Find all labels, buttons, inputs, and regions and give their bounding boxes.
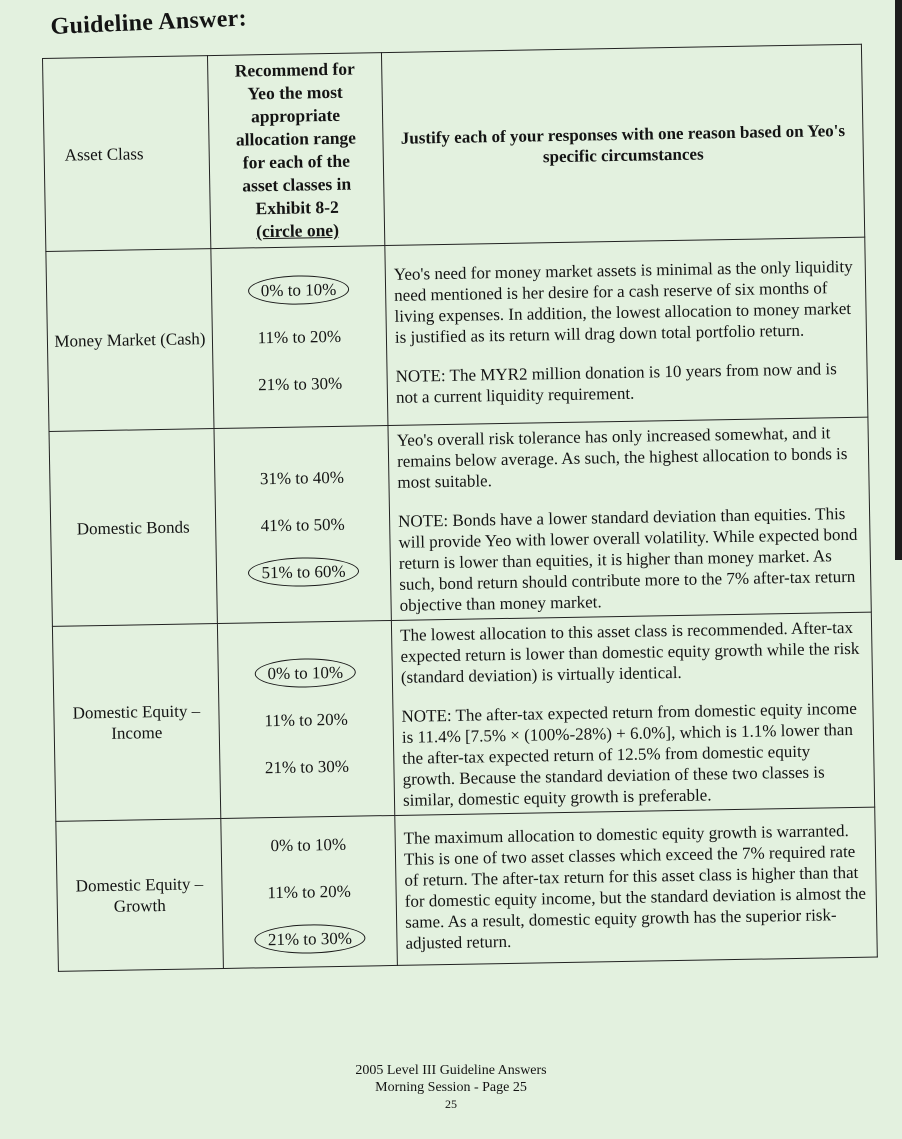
allocation-option-circled: 0% to 10% [254,657,356,688]
answer-table-container [42,44,878,972]
footer-page-number: 25 [445,1097,457,1111]
allocation-options-cell [214,426,391,624]
page-footer [0,1062,902,1113]
allocation-option: 21% to 30% [258,373,343,395]
table-row [46,237,868,431]
justification-note: NOTE: The after-tax expected return from domestic equity income is 11.4% [7.5% × (100%-28%) + 6.0%], which is 1.1% lower than the after-tax expected return of 12.5% from domestic equity growth. Because the standard deviation of these two classes is similar, domestic equity growth is preferable. [401,698,857,810]
justification-paragraph: Yeo's overall risk tolerance has only increased somewhat, and it remains below average. As such, the highest allocation to bonds is most suitable. [396,423,848,492]
table-row [49,417,871,626]
header-recommend [207,53,384,249]
justification-cell [391,612,874,815]
header-recommend-line: Yeo the most [247,81,343,104]
allocation-option: 11% to 20% [267,881,351,903]
justification-cell [385,237,868,425]
justification-note: NOTE: Bonds have a lower standard deviation than equities. This will provide Yeo with lower overall volatility. While expected bond return is lower than equities, it is higher than money market. As such, bond return should contribute more to the 7% after-tax return objective than money market. [397,504,858,615]
justification-paragraph: The lowest allocation to this asset class is recommended. After-tax expected return is lower than domestic equity growth while the risk (standard deviation) is virtually identical. [399,617,860,687]
asset-class-cell: Domestic Equity – Income [52,624,220,822]
justification-cell [395,807,878,965]
page-edge-bar [895,0,902,560]
allocation-option: 41% to 50% [260,514,345,535]
allocation-option-circled: 0% to 10% [248,275,350,306]
header-recommend-line: asset classes in [242,173,352,196]
asset-class-cell: Domestic Bonds [49,429,217,627]
header-recommend-line: Exhibit 8-2 [255,196,339,219]
page-heading: Guideline Answer: [50,5,248,40]
table-header-row [43,44,865,251]
header-asset-class: Asset Class [43,56,211,252]
allocation-options-cell [221,815,398,968]
allocation-option-circled: 21% to 30% [255,924,366,955]
header-recommend-line: allocation range [235,127,357,150]
allocation-option-circled: 51% to 60% [248,556,359,587]
justification-note: NOTE: The MYR2 million donation is 10 years from now and is not a current liquidity requirement. [395,358,837,407]
footer-session: Morning Session - Page 25 [375,1080,527,1095]
allocation-option: 11% to 20% [257,326,342,348]
asset-class-cell: Money Market (Cash) [46,249,214,432]
table-row [56,807,877,971]
header-recommend-line: Recommend for [234,58,355,81]
allocation-options-cell [211,246,388,429]
answer-table [42,44,878,972]
asset-class-cell: Domestic Equity – Growth [56,818,224,971]
justification-cell [388,417,871,620]
footer-title: 2005 Level III Guideline Answers [355,1063,547,1078]
allocation-options-cell [217,620,394,818]
header-recommend-line: (circle one) [255,219,340,242]
allocation-option: 21% to 30% [264,756,350,777]
allocation-option: 11% to 20% [264,709,348,730]
table-row [52,612,874,821]
allocation-option: 31% to 40% [259,467,345,488]
header-recommend-line: appropriate [250,104,341,127]
allocation-option: 0% to 10% [270,834,347,856]
header-recommend-line: for each of the [242,150,351,173]
header-justify: Justify each of your responses with one reason based on Yeo's specific circumstances [381,44,864,245]
justification-paragraph: Yeo's need for money market assets is minimal as the only liquidity need mentioned is her desire for a cash reserve of six months of living expenses. In addition, the lowest allocation to money market is justified as its return will drag down total portfolio return. [393,256,853,347]
justification-paragraph: The maximum allocation to domestic equity growth is warranted. This is one of two asset classes which exceed the 7% required rate of return. The after-tax return for this asset class is higher than that for domestic equity income, but the standard deviation is almost the same. As a result, domestic equity growth has the superior risk-adjusted return. [403,820,867,953]
